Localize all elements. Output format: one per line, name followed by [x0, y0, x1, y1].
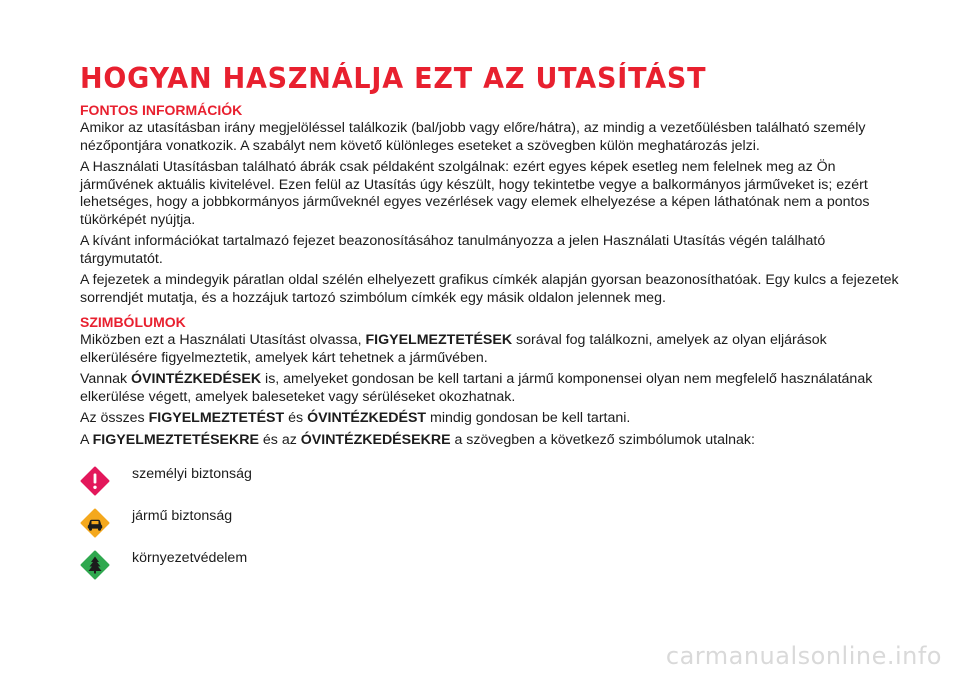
paragraph-direction-note: Amikor az utasításban irány megjelöléssel találkozik (bal/jobb vagy előre/hátra), az mindig a vezetőülésben található személy nézőpontjára vonatkozik. A szabályt nem követő különleges eseteket a szövegben külön meghatározás jelzi.: [80, 120, 866, 154]
paragraph-chapter-labels-note: A fejezetek a mindegyik páratlan oldal szélén elhelyezett grafikus címkék alapján gyorsan beazonosíthatóak. Egy kulcs a fejezetek sorrendjét mutatja, és a hozzájuk tartozó szimbólum címkék egy másik oldalon jelennek meg.: [80, 272, 899, 306]
manual-page: [80, 62, 900, 589]
symbol-label: környezetvédelem: [132, 549, 248, 566]
section-heading-symbols: SZIMBÓLUMOK: [80, 314, 186, 330]
text-segment: A: [80, 431, 93, 448]
watermark: carmanualsonline.info: [665, 642, 942, 670]
symbol-item-vehicle-safety: [80, 505, 900, 541]
text-segment: Az összes: [80, 410, 149, 426]
paragraph-illustrations-note: A Használati Utasításban található ábrák csak példaként szolgálnak: ezért egyes képek esetleg nem felelnek meg az Ön járművének aktuális kivitelével. Ezen felül az Utasítás úgy készült, hogy tekintetbe vegye a balkormányos járműveket is; ezért lehetséges, hogy a jobbkormányos járműveknél egyes vezérlések vagy elemek elhelyezése a képen láthatónak nem a pontos tükörképét nyújtja.: [80, 159, 870, 228]
text-segment: Vannak: [80, 371, 132, 387]
symbol-label: személyi biztonság: [132, 465, 252, 482]
environment-icon: [80, 550, 110, 580]
personal-safety-icon: [80, 466, 110, 496]
paragraph-observe-all: [80, 410, 900, 428]
section-heading-important-info: FONTOS INFORMÁCIÓK: [80, 102, 243, 118]
bold-term-warnings: FIGYELMEZTETÉSEK: [365, 332, 513, 348]
bold-term-precautions: ÓVINTÉZKEDÉST: [307, 410, 427, 426]
text-segment: Miközben ezt a Használati Utasítást olvassa,: [80, 332, 366, 348]
text-segment: a szövegben a következő szimbólumok utalnak:: [450, 431, 755, 448]
bold-term-warnings: FIGYELMEZTETÉSEKRE: [92, 431, 259, 448]
paragraph-precautions-intro: [80, 371, 900, 406]
vehicle-safety-icon: [80, 508, 110, 538]
symbol-label: jármű biztonság: [132, 507, 233, 524]
paragraph-index-note: A kívánt információkat tartalmazó fejezet beazonosításához tanulmányozza a jelen Használati Utasítás végén található tárgymutatót.: [80, 233, 826, 267]
symbol-legend: [80, 463, 900, 583]
text-segment: és: [284, 410, 308, 426]
text-segment: is, amelyeket gondosan be kell tartani a jármű komponensei olyan nem megfelelő használatának elkerülése végett, amelyek baleseteket vagy sérüléseket okozhatnak.: [80, 371, 873, 405]
bold-term-precautions: ÓVINTÉZKEDÉSEKRE: [300, 431, 451, 448]
bold-term-warnings: FIGYELMEZTETÉST: [148, 410, 285, 426]
text-segment: mindig gondosan be kell tartani.: [426, 410, 631, 426]
paragraph-symbol-reference: [80, 432, 900, 450]
symbol-item-environment: [80, 547, 900, 583]
text-segment: sorával fog találkozni, amelyek az olyan eljárások elkerülésére figyelmeztetik, amelyek kárt tehetnek a járművében.: [80, 332, 827, 366]
paragraph-warnings-intro: [80, 332, 900, 367]
symbol-item-personal-safety: [80, 463, 900, 499]
bold-term-precautions: ÓVINTÉZKEDÉSEK: [131, 371, 262, 387]
page-title: HOGYAN HASZNÁLJA EZT AZ UTASÍTÁST: [80, 63, 707, 96]
text-segment: és az: [258, 431, 301, 448]
